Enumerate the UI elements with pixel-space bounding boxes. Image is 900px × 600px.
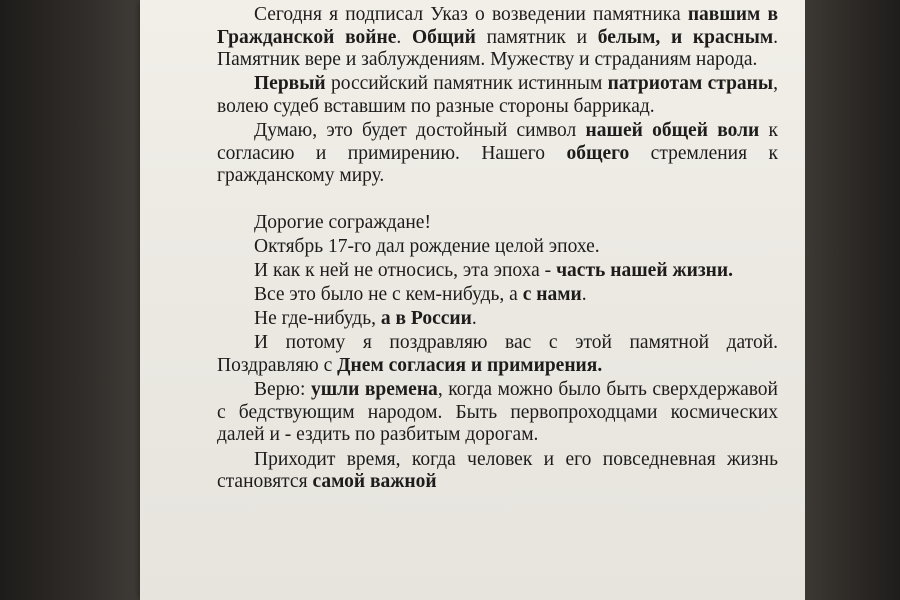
text-segment: Сегодня я подписал Указ о возведении памятника bbox=[254, 4, 688, 25]
paragraph bbox=[217, 332, 778, 377]
text-segment: . Памятник вере и заблуждениям. Мужеству и страданиям народа. bbox=[217, 26, 779, 71]
bold-text: нашей общей воли bbox=[585, 120, 760, 142]
bold-text: павшим в Гражданской войне bbox=[217, 4, 779, 48]
paragraph bbox=[217, 4, 778, 72]
text-segment: Дорогие сограждане! bbox=[254, 211, 431, 233]
text-segment: . bbox=[396, 26, 412, 48]
paragraph bbox=[217, 236, 778, 259]
paragraph bbox=[217, 379, 778, 447]
paragraph bbox=[217, 260, 778, 283]
text-segment: памятник и bbox=[475, 26, 598, 48]
text-segment: Приходит время, когда человек и его повседневная жизнь становятся bbox=[217, 448, 778, 493]
dark-frame-left bbox=[0, 0, 140, 600]
text-segment: Не где-нибудь, bbox=[254, 308, 381, 330]
bold-text: общего bbox=[566, 142, 630, 164]
text-segment: И как к ней не относись, эта эпоха - bbox=[254, 259, 557, 281]
paragraph bbox=[217, 212, 778, 235]
text-segment: российский памятник истинным bbox=[325, 73, 608, 95]
bold-text: белым, и красным bbox=[597, 26, 774, 48]
text-segment: к согласию и примирению. Нашего bbox=[217, 120, 778, 164]
paragraph bbox=[217, 73, 778, 118]
bold-text: Днем согласия и примирения. bbox=[337, 355, 603, 377]
bold-text: Первый bbox=[254, 73, 326, 95]
paragraph bbox=[217, 284, 778, 307]
dark-frame-right bbox=[805, 0, 900, 600]
text-segment: , когда можно было быть сверхдержавой с бедствующим народом. Быть первопроходцами космических далей и - ездить по разбитым дорогам. bbox=[217, 379, 778, 446]
bold-text: Общий bbox=[412, 26, 476, 48]
bold-text: а в России bbox=[380, 308, 472, 330]
document-body bbox=[217, 4, 778, 495]
paragraph bbox=[217, 120, 778, 188]
text-segment: Все это было не с кем-нибудь, а bbox=[254, 284, 523, 306]
paragraph bbox=[217, 308, 778, 331]
paragraph-gap bbox=[217, 190, 778, 212]
bold-text: с нами bbox=[522, 284, 582, 306]
text-segment: Октябрь 17-го дал рождение целой эпохе. bbox=[254, 235, 600, 257]
document-page bbox=[140, 0, 805, 600]
text-segment: , волею судеб вставшим по разные стороны баррикад. bbox=[217, 73, 778, 117]
bold-text: часть нашей жизни. bbox=[556, 259, 734, 281]
bold-text: самой важной bbox=[312, 471, 437, 493]
bold-text: ушли времена bbox=[310, 379, 438, 401]
text-segment: Думаю, это будет достойный символ bbox=[254, 120, 586, 142]
text-segment: . bbox=[581, 284, 587, 306]
text-segment: . bbox=[471, 308, 477, 330]
text-segment: стремления к гражданскому миру. bbox=[217, 142, 778, 187]
paragraph bbox=[217, 449, 778, 494]
text-segment: И потому я поздравляю вас с этой памятной датой. Поздравляю с bbox=[217, 332, 778, 377]
bold-text: патриотам страны bbox=[607, 73, 774, 95]
text-segment: Верю: bbox=[254, 379, 311, 401]
